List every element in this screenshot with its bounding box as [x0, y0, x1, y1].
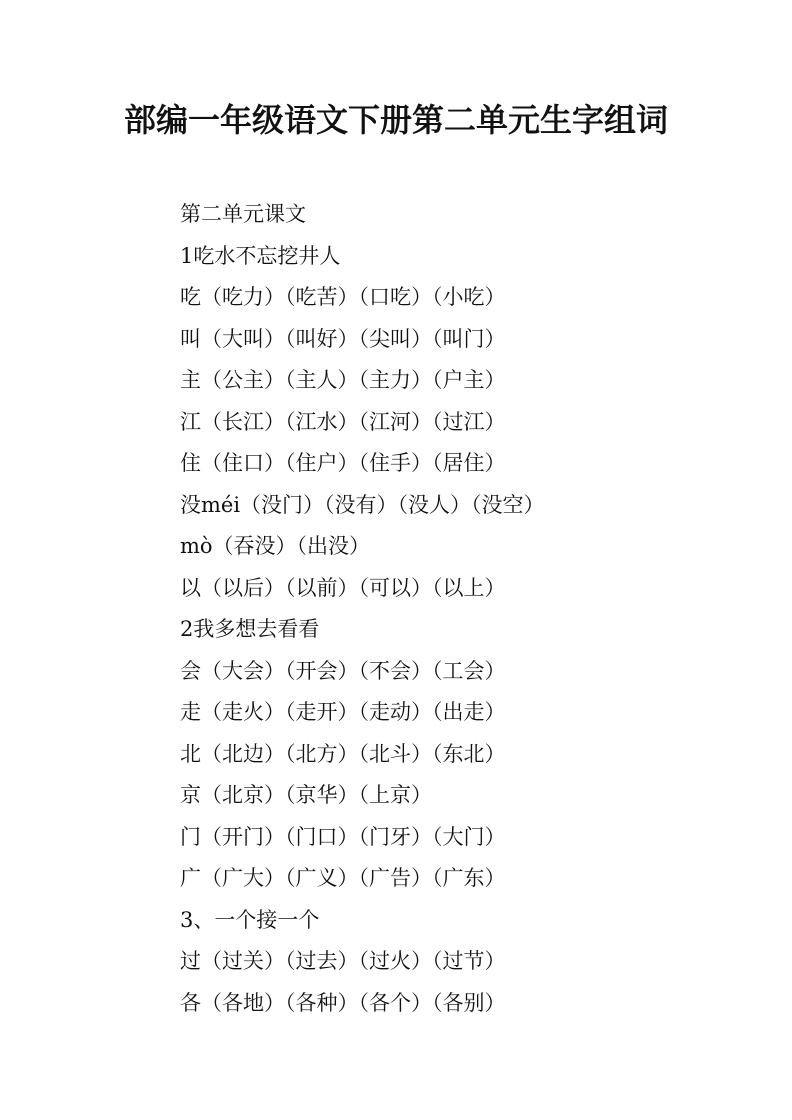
word-line: 各（各地）（各种）（各个）（各别）	[180, 990, 506, 1015]
lesson-title: 1吃水不忘挖井人	[180, 243, 341, 268]
word-line: 过（过关）（过去）（过火）（过节）	[180, 949, 506, 973]
word-line: 叫（大叫）（叫好）（尖叫）（叫门）	[180, 326, 506, 351]
lesson-title: 3、一个接一个	[180, 907, 320, 932]
word-line: 没méi（没门）（没有）（没人）（没空）	[180, 492, 545, 517]
word-line: 广（广大）（广义）（广告）（广东）	[180, 866, 506, 890]
lesson-title: 2我多想去看看	[180, 617, 320, 641]
word-line: 吃（吃力）（吃苦）（口吃）（小吃）	[180, 285, 506, 309]
word-line: 江（长江）（江水）（江河）（过江）	[180, 409, 506, 434]
word-line: 走（走火）（走开）（走动）（出走）	[180, 700, 506, 724]
word-line: 主（公主）（主人）（主力）（户主）	[180, 368, 506, 392]
page-title: 部编一年级语文下册第二单元生字组词	[123, 101, 668, 139]
document-body	[180, 194, 740, 1024]
word-line: mò（吞没）（出没）	[180, 534, 371, 558]
word-line: 京（北京）（京华）（上京）	[180, 783, 432, 807]
word-line: 会（大会）（开会）（不会）（工会）	[180, 658, 506, 683]
section-heading: 第二单元课文	[180, 202, 306, 226]
word-line: 以（以后）（以前）（可以）（以上）	[180, 575, 506, 600]
word-line: 住（住口）（住户）（住手）（居住）	[180, 451, 506, 475]
word-line: 门（开门）（门口）（门牙）（大门）	[180, 824, 506, 849]
word-line: 北（北边）（北方）（北斗）（东北）	[180, 741, 506, 766]
